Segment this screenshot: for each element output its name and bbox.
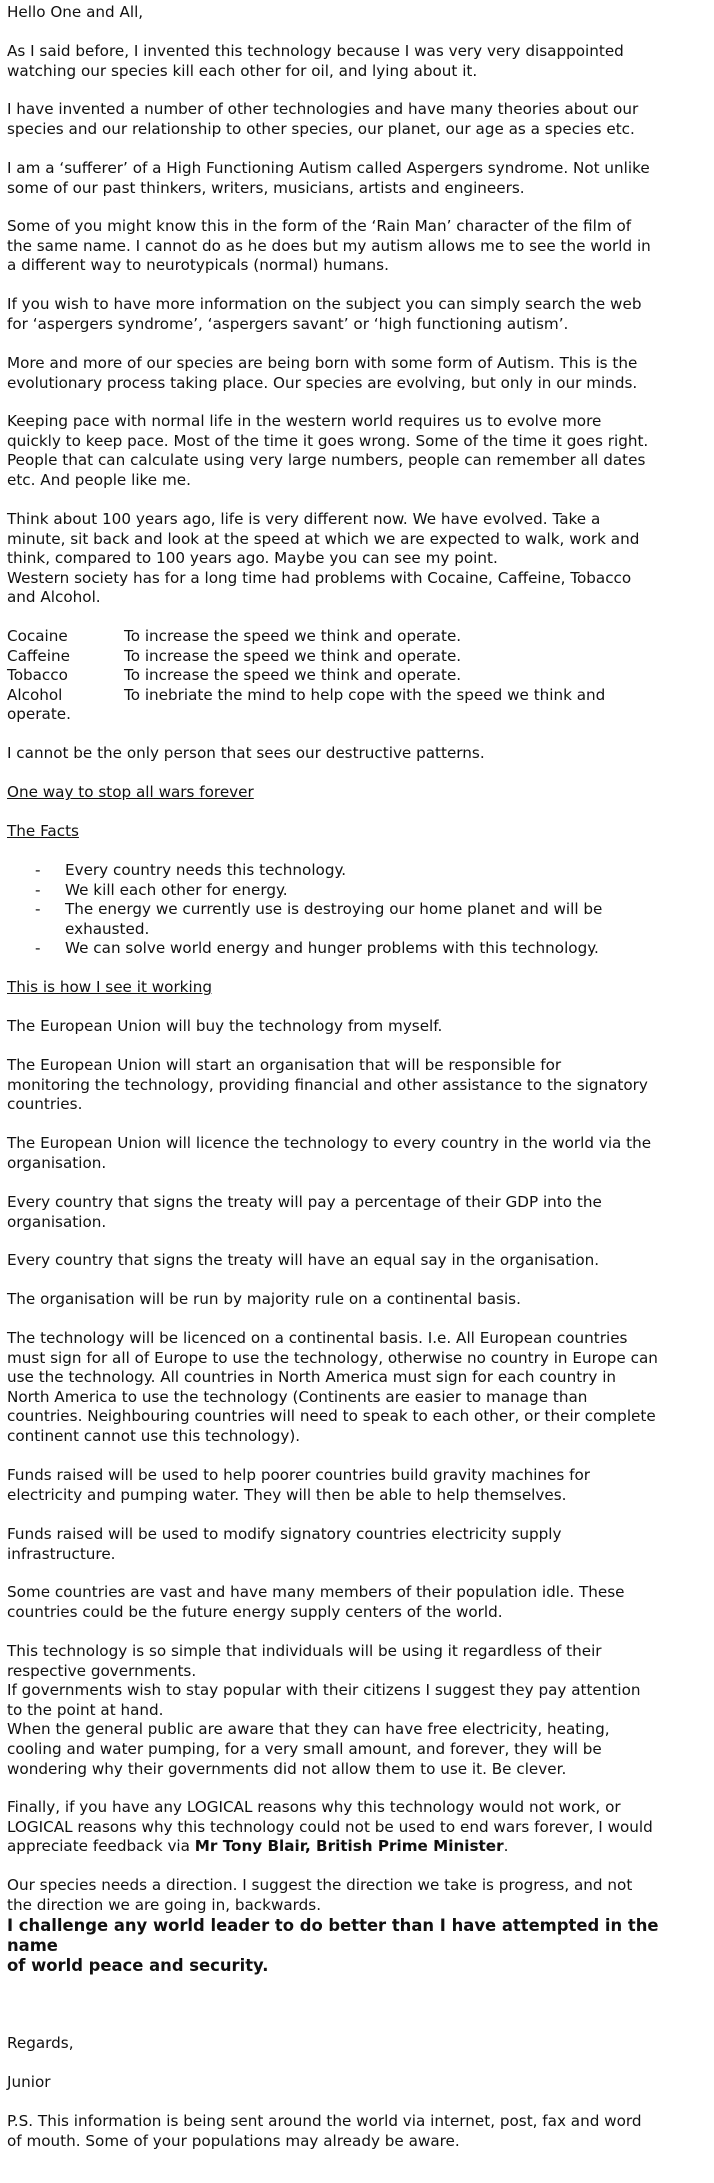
paragraph-destructive-patterns: I cannot be the only person that sees our destructive patterns. — [7, 744, 485, 762]
challenge-statement: I challenge any world leader to do better than I have attempted in the name of world peace and security. — [7, 1916, 659, 1975]
paragraph-direction: Our species needs a direction. I suggest the direction we take is progress, and not the direction we are going in, backwards. — [7, 1876, 633, 1914]
paragraph-search-web: If you wish to have more information on the subject you can simply search the web for ‘aspergers syndrome’, ‘aspergers savant’ or ‘high functioning autism’. — [7, 295, 642, 333]
paragraph-simple-technology: This technology is so simple that individuals will be using it regardless of their respective governments. If governments wish to stay popular with their citizens I suggest they pay attention to the point at hand. When the general public are aware that they can have free electricity, heating, cooling and water pumping, for a very small amount, and forever, they will be wondering why their governments did not allow them to use it. Be clever. — [7, 1642, 641, 1778]
paragraph-continental-basis: The technology will be licenced on a continental basis. I.e. All European countries must sign for all of Europe to use the technology, otherwise no country in Europe can use the technology. All countries in North America must sign for each country in North America to use the technology (Continents are easier to manage than countries. Neighbouring countries will need to speak to each other, or their complete continent cannot use this technology). — [7, 1329, 658, 1445]
paragraph-energy-centers: Some countries are vast and have many members of their population idle. These countries could be the future energy supply centers of the world. — [7, 1583, 625, 1621]
substance-term: Cocaine — [7, 627, 68, 645]
heading-how-it-works: This is how I see it working — [7, 978, 212, 996]
substance-definition: To increase the speed we think and operate. — [124, 627, 462, 645]
closing-regards: Regards, — [7, 2034, 74, 2052]
heading-the-facts: The Facts — [7, 822, 79, 840]
substance-term: Tobacco — [7, 666, 68, 684]
paragraph-evolution: More and more of our species are being born with some form of Autism. This is the evolutionary process taking place. Our species are evolving, but only in our minds. — [7, 354, 638, 392]
paragraph-majority-rule: The organisation will be run by majority rule on a continental basis. — [7, 1290, 521, 1308]
paragraph-eu-organisation: The European Union will start an organisation that will be responsible for monitoring the technology, providing financial and other assistance to the signatory countries. — [7, 1056, 648, 1114]
fact-text: We kill each other for energy. — [65, 881, 288, 899]
fact-text: The energy we currently use is destroying our home planet and will be exhausted. — [65, 900, 603, 938]
bullet-dash: - — [35, 939, 41, 957]
substance-definition: To increase the speed we think and operate. — [124, 666, 462, 684]
paragraph-gravity-machines: Funds raised will be used to help poorer countries build gravity machines for electricity and pumping water. They will then be able to help themselves. — [7, 1466, 591, 1504]
paragraph-eu-licence: The European Union will licence the technology to every country in the world via the organisation. — [7, 1134, 652, 1172]
paragraph-invention: As I said before, I invented this technology because I was very very disappointed watching our species kill each other for oil, and lying about it. — [7, 42, 624, 80]
substance-wrap-line: operate. — [7, 705, 71, 723]
paragraph-aspergers: I am a ‘sufferer’ of a High Functioning Autism called Aspergers syndrome. Not unlike some of our past thinkers, writers, musicians, artists and engineers. — [7, 159, 650, 197]
substance-definition: To increase the speed we think and operate. — [124, 647, 462, 665]
fact-text: We can solve world energy and hunger problems with this technology. — [65, 939, 599, 957]
heading-stop-wars: One way to stop all wars forever — [7, 783, 254, 801]
bullet-dash: - — [35, 881, 41, 899]
paragraph-rain-man: Some of you might know this in the form of the ‘Rain Man’ character of the film of the same name. I cannot do as he does but my autism allows me to see the world in a different way to neurotypicals (normal) humans. — [7, 217, 651, 275]
greeting: Hello One and All, — [7, 3, 144, 21]
bullet-dash: - — [35, 900, 41, 918]
paragraph-equal-say: Every country that signs the treaty will have an equal say in the organisation. — [7, 1251, 600, 1269]
paragraph-finally — [7, 1798, 707, 1857]
paragraph-other-technologies: I have invented a number of other technologies and have many theories about our species and our relationship to other species, our planet, our age as a species etc. — [7, 100, 639, 138]
fact-text: Every country needs this technology. — [65, 861, 347, 879]
substance-term: Alcohol — [7, 686, 63, 704]
paragraph-100-years: Think about 100 years ago, life is very different now. We have evolved. Take a minute, sit back and look at the speed at which we are expected to walk, work and think, compared to 100 years ago. Maybe you can see my point. Western society has for a long time had problems with Cocaine, Caffeine, Tobacco and Alcohol. — [7, 510, 640, 607]
paragraph-keeping-pace: Keeping pace with normal life in the western world requires us to evolve more quickly to keep pace. Most of the time it goes wrong. Some of the time it goes right. People that can calculate using very large numbers, people can remember all dates etc. And people like me. — [7, 412, 649, 489]
bullet-dash: - — [35, 861, 41, 879]
paragraph-gdp: Every country that signs the treaty will pay a percentage of their GDP into the organisation. — [7, 1193, 602, 1231]
postscript: P.S. This information is being sent around the world via internet, post, fax and word of mouth. Some of your populations may already be aware. — [7, 2112, 642, 2150]
finally-text: Finally, if you have any LOGICAL reasons why this technology would not work, or LOGICAL reasons why this technology could not be used to end wars forever, I would appreciate feedback via — [7, 1798, 653, 1856]
finally-end: . — [503, 1837, 509, 1856]
substance-term: Caffeine — [7, 647, 70, 665]
paragraph-infrastructure: Funds raised will be used to modify signatory countries electricity supply infrastructure. — [7, 1525, 562, 1563]
substance-definition: To inebriate the mind to help cope with the speed we think and — [124, 686, 606, 704]
feedback-recipient: Mr Tony Blair, British Prime Minister — [194, 1837, 504, 1856]
signature: Junior — [7, 2073, 51, 2091]
paragraph-eu-buy: The European Union will buy the technology from myself. — [7, 1017, 443, 1035]
